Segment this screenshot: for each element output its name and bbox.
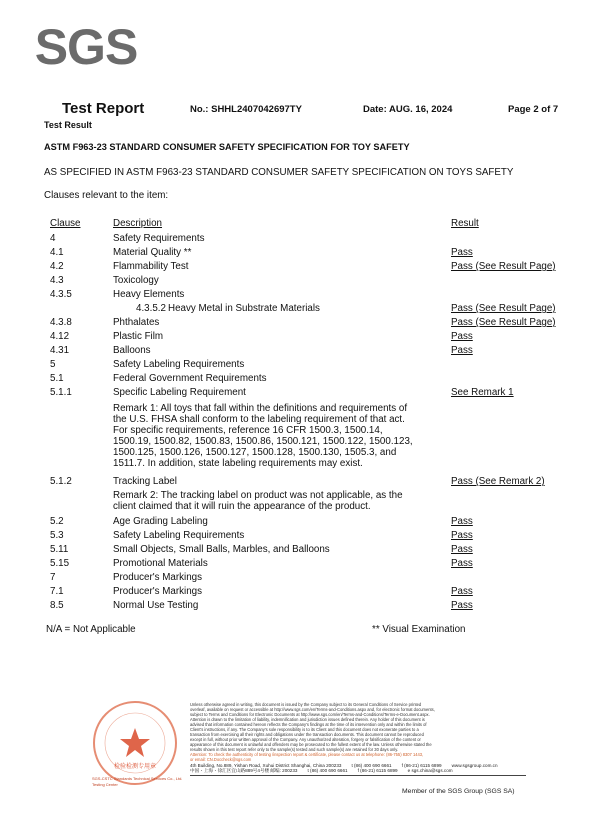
- remark-line: 1511.7. In addition, state labeling requirements may exist.: [113, 458, 363, 469]
- disclaimer-line: advised that information contained hereon reflects the Company's findings at the time of its intervention only and within the limits of: [190, 722, 427, 727]
- disclaimer-line: appearance of this document is unlawful and offenders may be prosecuted to the fullest extent of the law. Unless otherwise stated the: [190, 742, 432, 747]
- clause-description: Material Quality **: [113, 247, 192, 258]
- disclaimer-line: Attention is drawn to the limitation of liability, indemnification and jurisdiction issues defined therein. Any holder of this document is: [190, 717, 425, 722]
- clause-description: Balloons: [113, 345, 151, 356]
- disclaimer-line: subject to Terms and Conditions for Electronic Documents at http://www.sgs.com/en/Terms-and-Conditions/Terms-e-Document.aspx.: [190, 712, 430, 717]
- clause-number: 5.3: [50, 530, 64, 541]
- header-result: Result: [451, 218, 479, 229]
- remark-line: client claimed that it will ruin the appearance of the product.: [113, 501, 371, 512]
- clause-number: 4: [50, 233, 56, 244]
- svg-text:SGS: SGS: [34, 19, 138, 75]
- clause-number: 7: [50, 572, 56, 583]
- remark-line: the U.S. FHSA shall conform to the labeling requirement of that act.: [113, 414, 405, 425]
- clause-description: Heavy Metal in Substrate Materials: [168, 303, 320, 314]
- clause-number: 5: [50, 359, 56, 370]
- clause-number: 5.1.2: [50, 476, 72, 487]
- address-cn-row: [190, 768, 524, 773]
- clause-result: Pass (See Result Page): [451, 261, 556, 272]
- clause-description: Promotional Materials: [113, 558, 208, 569]
- website: www.sgsgroup.com.cn: [451, 763, 498, 768]
- clause-result: See Remark 1: [451, 387, 514, 398]
- sgs-logo: [34, 18, 138, 75]
- header-clause: Clause: [50, 218, 81, 229]
- clause-result: Pass (See Remark 2): [451, 476, 545, 487]
- member-note: Member of the SGS Group (SGS SA): [402, 788, 515, 795]
- clause-number: 7.1: [50, 586, 64, 597]
- sub-clause-number: 4.3.5.2: [136, 303, 166, 314]
- remark-line: Remark 1: All toys that fall within the definitions and requirements of: [113, 403, 408, 414]
- star-icon: [120, 728, 150, 757]
- na-note: N/A = Not Applicable: [46, 624, 136, 635]
- clause-number: 4.3.5: [50, 289, 72, 300]
- clause-result: Pass: [451, 544, 473, 555]
- disclaimer: [190, 702, 524, 773]
- svg-text:检验检测专用章: 检验检测专用章: [113, 763, 157, 770]
- clause-number: 4.3.8: [50, 317, 72, 328]
- clause-result: Pass: [451, 600, 473, 611]
- email: e sgs.china@sgs.com: [407, 768, 453, 773]
- clause-number: 4.12: [50, 331, 70, 342]
- clause-description: Heavy Elements: [113, 289, 185, 300]
- authenticity-email: or email: CN.Doccheck@sgs.com: [190, 757, 252, 762]
- remark-line: Remark 2: The tracking label on product was not applicable, as the: [113, 490, 403, 501]
- clause-description: Tracking Label: [113, 476, 177, 487]
- clause-number: 4.3: [50, 275, 64, 286]
- clause-result: Pass: [451, 558, 473, 569]
- remark-line: 1500.125, 1500.126, 1500.127, 1500.128, 1500.130, 1505.3, and: [113, 447, 397, 458]
- disclaimer-line: Client's instructions, if any. The Company's sole responsibility is to its Client and this document does not exonerate parties to a: [190, 727, 419, 732]
- clause-result: Pass: [451, 586, 473, 597]
- clause-result: Pass (See Result Page): [451, 303, 556, 314]
- clause-number: 5.2: [50, 516, 64, 527]
- standard-note: AS SPECIFIED IN ASTM F963-23 STANDARD CONSUMER SAFETY SPECIFICATION ON TOYS SAFETY: [44, 167, 514, 178]
- report-title: Test Report: [62, 100, 145, 117]
- standard-title: ASTM F963-23 STANDARD CONSUMER SAFETY SPECIFICATION FOR TOY SAFETY: [44, 142, 410, 152]
- official-stamp: [92, 700, 178, 786]
- remark-line: For specific requirements, reference 16 CFR 1500.3, 1500.14,: [113, 425, 383, 436]
- clause-number: 5.15: [50, 558, 70, 569]
- disclaimer-line: except in full, without prior written approval of the Company. Any unauthorized alteration, forgery or falsification of the content or: [190, 737, 421, 742]
- clause-description: Specific Labeling Requirement: [113, 387, 246, 398]
- page-number: Page 2 of 7: [508, 104, 559, 115]
- clause-number: 8.5: [50, 600, 64, 611]
- stamp-center: Testing Center: [92, 782, 118, 787]
- clause-number: 4.1: [50, 247, 64, 258]
- clause-description: Toxicology: [113, 275, 159, 286]
- header-description: Description: [113, 218, 163, 229]
- authenticity-note: Attention: To check the authenticity of testing /inspection report & certificate, please contact us at telephone: (86-755) 8307 1443,: [190, 752, 424, 757]
- clause-description: Small Objects, Small Balls, Marbles, and Balloons: [113, 544, 330, 555]
- remark-line: 1500.19, 1500.82, 1500.83, 1500.86, 1500.121, 1500.122, 1500.123,: [113, 436, 413, 447]
- clause-description: Plastic Film: [113, 331, 164, 342]
- phone-1: t (86) 400 690 6661: [351, 763, 392, 768]
- clause-description: Federal Government Requirements: [113, 373, 267, 384]
- clause-description: Normal Use Testing: [113, 600, 199, 611]
- clause-description: Safety Labeling Requirements: [113, 359, 245, 370]
- clause-description: Producer's Markings: [113, 586, 202, 597]
- fax-2: f (86-21) 6115 6899: [357, 768, 398, 773]
- clause-description: Flammability Test: [113, 261, 189, 272]
- report-date: Date: AUG. 16, 2024: [363, 104, 453, 115]
- clause-number: 5.1: [50, 373, 64, 384]
- stamp-company: SGS-CSTC Standards Technical Services Co., Ltd.: [92, 776, 183, 781]
- clause-result: Pass: [451, 516, 473, 527]
- disclaimer-line: Unless otherwise agreed in writing, this document is issued by the Company subject to its General Conditions of Service printed: [190, 702, 422, 707]
- clause-description: Age Grading Labeling: [113, 516, 208, 527]
- phone-2: t (86) 400 690 6661: [307, 768, 348, 773]
- clause-result: Pass: [451, 345, 473, 356]
- clause-result: Pass: [451, 530, 473, 541]
- clauses-label: Clauses relevant to the item:: [44, 190, 169, 201]
- address-cn: 中国・上海・徐汇区宜山路889号4号楼 邮编: 200233: [190, 768, 298, 773]
- disclaimer-line: overleaf, available on request or accessible at http://www.sgs.com/en/Terms-and-Conditions.aspx and, for electronic format documents,: [190, 707, 435, 712]
- disclaimer-line: results shown in this test report refer only to the sample(s) tested and such sample(s) are retained for 30 days only.: [190, 747, 399, 752]
- clause-result: Pass: [451, 247, 473, 258]
- report-number: No.: SHHL2407042697TY: [190, 104, 302, 115]
- remark-1: [113, 403, 473, 469]
- clause-number: 5.11: [50, 544, 69, 555]
- clause-number: 5.1.1: [50, 387, 72, 398]
- clause-result: Pass (See Result Page): [451, 317, 556, 328]
- section-title: Test Result: [44, 120, 92, 130]
- visual-note: ** Visual Examination: [372, 624, 466, 635]
- clause-number: 4.31: [50, 345, 70, 356]
- remark-2: [113, 490, 473, 512]
- address-en: 4th Building, No.889, Yishan Road, Xuhui District Shanghai, China 200233: [190, 763, 342, 768]
- clause-description: Safety Requirements: [113, 233, 205, 244]
- clause-number: 4.2: [50, 261, 64, 272]
- footer-divider: [190, 775, 526, 776]
- disclaimer-line: transaction from exercising all their rights and obligations under the transaction documents. This document cannot be reproduced: [190, 732, 424, 737]
- clause-result: Pass: [451, 331, 473, 342]
- clause-description: Safety Labeling Requirements: [113, 530, 245, 541]
- clause-description: Phthalates: [113, 317, 160, 328]
- fax-1: f (86-21) 6115 6899: [401, 763, 442, 768]
- clause-description: Producer's Markings: [113, 572, 202, 583]
